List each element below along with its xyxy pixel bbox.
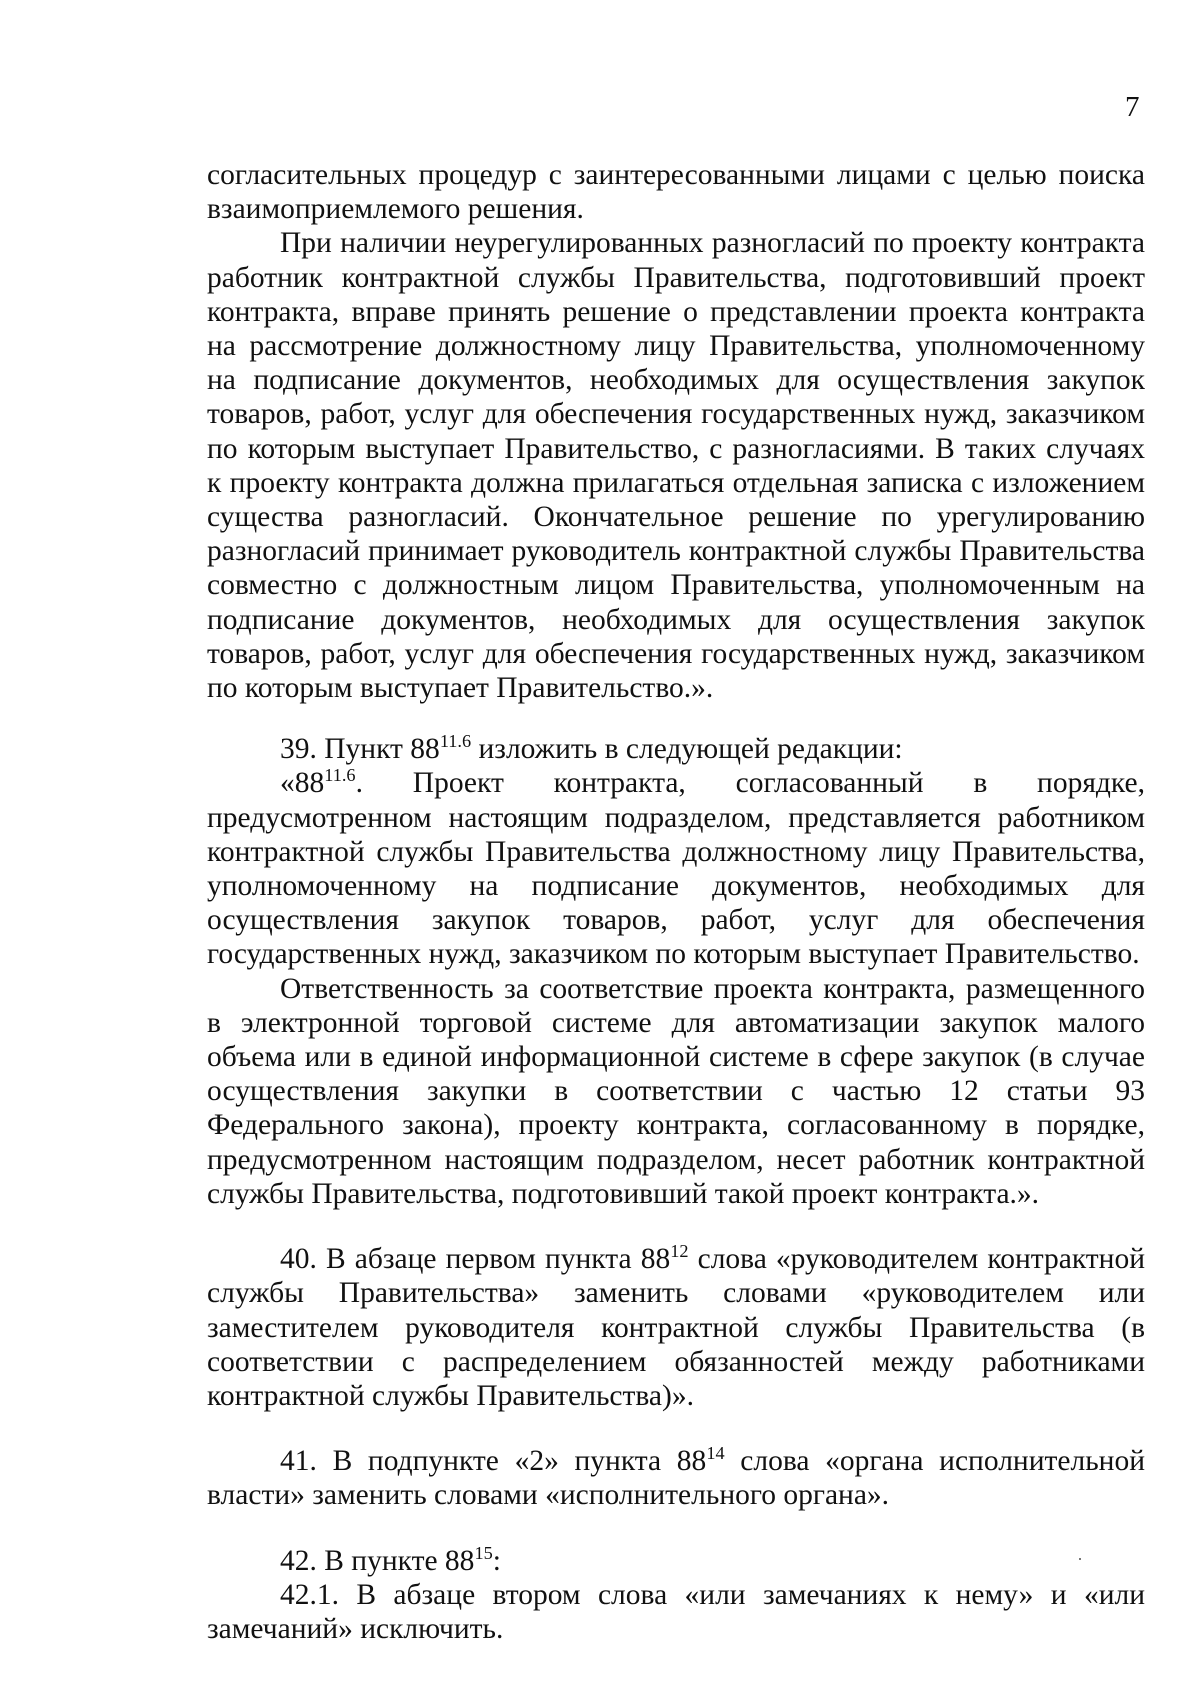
item-39-heading	[207, 732, 1145, 766]
scan-speck	[1079, 1558, 1081, 1560]
disagreements-paragraph: При наличии неурегулированных разногласий по проекту контракта работник контрактной службы Правительства, подготовивший проект контракта, вправе принять решение о представлении проекта контракта на рассмотрение должностному лицу Правительства, уполномоченному на подписание документов, необходимых для осуществления закупок товаров, работ, услуг для обеспечения государственных нужд, заказчиком по которым выступает Правительство, с разногласиями. В таких случаях к проекту контракта должна прилагаться отдельная записка с изложением существа разногласий. Окончательное решение по урегулированию разногласий принимает руководитель контрактной службы Правительства совместно с должностным лицом Правительства, уполномоченным на подписание документов, необходимых для осуществления закупок товаров, работ, услуг для обеспечения государственных нужд, заказчиком по которым выступает Правительство.».	[207, 227, 1145, 705]
item-39-responsibility-paragraph: Ответственность за соответствие проекта контракта, размещенного в электронной торговой системе для автоматизации закупок малого объема или в единой информационной системе в сфере закупок (в случае осуществления закупки в соответствии с частью 12 статьи 93 Федерального закона), проекту контракта, согласованному в порядке, предусмотренном настоящим подразделом, несет работник контрактной службы Правительства, подготовивший такой проект контракта.».	[207, 972, 1145, 1210]
item-40-tail: слова «руководителем контрактной службы Правительства» заменить словами «руководителем или заместителем руководителя контрактной службы Правительства (в соответствии с распределением обязанностей между работниками контрактной службы Правительства)».	[207, 1243, 1145, 1412]
item-41-text: 41. В подпункте «2» пункта 88	[280, 1445, 707, 1478]
item-41-superscript: 14	[706, 1443, 725, 1464]
item-41-paragraph	[207, 1444, 1145, 1512]
item-39-heading-tail: изложить в следующей редакции:	[471, 733, 903, 766]
page-number: 7	[1125, 91, 1140, 123]
item-40-paragraph	[207, 1242, 1145, 1413]
item-40-text: 40. В абзаце первом пункта 88	[280, 1243, 671, 1276]
item-39-quote-text: . Проект контракта, согласованный в порядке, предусмотренном настоящим подразделом, представляется работником контрактной службы Правительства должностному лицу Правительства, уполномоченному на подписание документов, необходимых для осуществления закупок товаров, работ, услуг для обеспечения государственных нужд, заказчиком по которым выступает Правительство.	[207, 767, 1145, 971]
item-39-heading-text: 39. Пункт 88	[280, 733, 440, 766]
item-42-text: 42. В пункте 88	[280, 1544, 475, 1577]
item-41-tail: слова «органа исполнительной власти» заменить словами «исполнительного органа».	[207, 1445, 1145, 1512]
item-42-tail: :	[492, 1544, 501, 1577]
item-42-superscript: 15	[474, 1542, 493, 1563]
item-39-quoted-paragraph	[207, 766, 1145, 971]
continuation-paragraph: согласительных процедур с заинтересованными лицами с целью поиска взаимоприемлемого решения.	[207, 159, 1145, 226]
item-42-heading	[207, 1544, 1145, 1578]
item-39-quote-open: «88	[280, 767, 325, 800]
document-body	[207, 158, 1145, 1646]
item-40-superscript: 12	[670, 1241, 689, 1262]
item-42-1-paragraph: 42.1. В абзаце втором слова «или замечаниях к нему» и «или замечаний» исключить.	[207, 1578, 1145, 1645]
item-39-quote-superscript: 11.6	[324, 765, 356, 786]
item-39-heading-superscript: 11.6	[439, 731, 472, 752]
